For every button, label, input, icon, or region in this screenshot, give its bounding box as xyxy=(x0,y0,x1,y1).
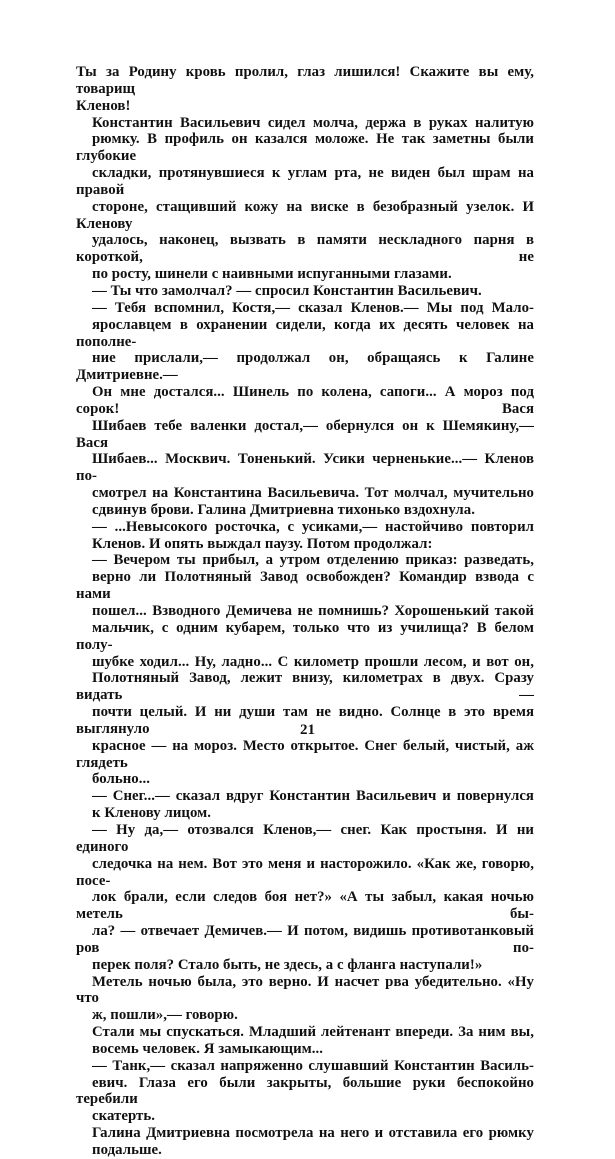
text-line: по росту, шинели с наивными испуганными глазами. xyxy=(92,266,452,283)
text-line: красное — на мороз. Место открытое. Снег белый, чистый, аж глядеть xyxy=(76,737,534,771)
text-line: стороне, стащивший кожу на виске в безобразный узелок. И Кленову xyxy=(76,198,534,232)
text-line: Он мне достался... Шинель по колена, сапоги... А мороз под сорок! Вася xyxy=(76,384,534,417)
text-line: пошел... Взводного Демичева не помнишь? Хорошенький такой xyxy=(92,603,534,619)
text-line: Кленов! xyxy=(76,97,131,114)
text-line: — Танк,— сказал напряженно слушавший Константин Василь- xyxy=(92,1057,534,1074)
text-line: Шибаев... Москвич. Тоненький. Усики черненькие...— Кленов по- xyxy=(76,451,534,485)
paragraph xyxy=(76,788,534,822)
paragraph xyxy=(76,519,534,553)
text-line: Ты за Родину кровь пролил, глаз лишился! Скажите вы ему, товарищ xyxy=(76,64,534,97)
text-line: Полотняный Завод, лежит внизу, километрах в двух. Сразу видать — xyxy=(76,670,534,704)
text-line: скатерть. xyxy=(92,1108,155,1125)
text-line: смотрел на Константина Васильевича. Тот молчал, мучительно xyxy=(92,485,534,502)
text-line: сдвинув брови. Галина Дмитриевна тихонько вздохнула. xyxy=(92,501,475,518)
text-line: Константин Васильевич сидел молча, держа в руках налитую xyxy=(92,114,534,131)
text-line: — Ты что замолчал? — спросил Константин Васильевич. xyxy=(92,282,482,299)
text-line: — Вечером ты прибыл, а утром отделению приказ: разведать, xyxy=(92,552,534,569)
paragraph xyxy=(76,64,534,115)
paragraph xyxy=(76,822,534,974)
paragraph xyxy=(76,974,534,1025)
paragraph xyxy=(76,552,534,788)
text-line: Шибаев тебе валенки достал,— обернулся он к Шемякину,— Вася xyxy=(76,417,534,451)
page-number: 21 xyxy=(300,722,315,738)
paragraph xyxy=(76,1058,534,1125)
text-line: подальше. xyxy=(92,1142,162,1158)
text-line: верно ли Полотняный Завод освобожден? Командир взвода с нами xyxy=(76,569,534,603)
text-line: складки, протянувшиеся к углам рта, не виден был шрам на правой xyxy=(76,165,534,198)
page-body xyxy=(76,64,534,1159)
text-line: ж, пошли»,— говорю. xyxy=(92,1007,238,1024)
text-line: Кленов. И опять выждал паузу. Потом продолжал: xyxy=(92,535,433,552)
paragraph xyxy=(76,1024,534,1058)
paragraph xyxy=(76,115,534,283)
text-line: шубке ходил... Ну, ладно... С километр прошли лесом, и вот он, xyxy=(92,653,534,670)
text-line: ла? — отвечает Демичев.— И потом, видишь противотанковый ров по- xyxy=(76,923,534,956)
text-line: следочка на нем. Вот это меня и насторожило. «Как же, говорю, посе- xyxy=(76,855,534,889)
paragraph xyxy=(76,1125,534,1159)
paragraph xyxy=(76,300,534,519)
text-line: к Кленову лицом. xyxy=(92,805,212,822)
text-line: — Снег...— сказал вдруг Константин Васильевич и повернулся xyxy=(92,788,534,805)
text-line: мальчик, с одним кубарем, только что из училища? В белом полу- xyxy=(76,619,534,653)
text-line: — ...Невысокого росточка, с усиками,— настойчиво повторил xyxy=(92,518,534,535)
text-line: Галина Дмитриевна посмотрела на него и отставила его рюмку xyxy=(92,1125,534,1142)
text-line: рюмку. В профиль он казался моложе. Не так заметны были глубокие xyxy=(76,131,534,165)
text-line: евич. Глаза его были закрыты, большие руки беспокойно теребили xyxy=(76,1074,534,1108)
text-line: больно... xyxy=(92,771,151,788)
text-line: перек поля? Стало быть, не здесь, а с фланга наступали!» xyxy=(92,956,483,973)
text-line: лок брали, если следов боя нет?» «А ты забыл, какая ночью метель бы- xyxy=(76,889,534,923)
text-line: Стали мы спускаться. Младший лейтенант впереди. За ним вы, xyxy=(92,1024,534,1041)
text-line: восемь человек. Я замыкающим... xyxy=(92,1040,324,1057)
text-line: — Ну да,— отозвался Кленов,— снег. Как простыня. И ни единого xyxy=(76,821,534,855)
paragraph xyxy=(76,283,534,300)
text-line: — Тебя вспомнил, Костя,— сказал Кленов.— Мы под Мало- xyxy=(92,299,534,316)
text-line: удалось, наконец, вызвать в памяти нескладного парня в короткой, не xyxy=(76,232,534,266)
text-line: Метель ночью была, это верно. И насчет рва убедительно. «Ну что xyxy=(76,973,534,1007)
text-line: ярославцем в охранении сидели, когда их десять человек на пополне- xyxy=(76,316,534,350)
text-line: почти целый. И ни души там не видно. Солнце в это время выглянуло xyxy=(76,704,534,737)
text-line: ние прислали,— продолжал он, обращаясь к Галине Дмитриевне.— xyxy=(76,350,534,384)
